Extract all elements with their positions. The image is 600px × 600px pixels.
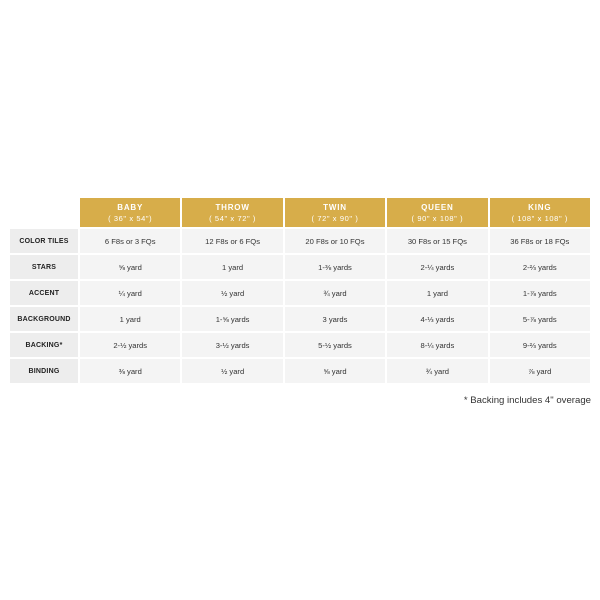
table-cell: 3 yards	[285, 307, 385, 331]
table-cell: ¾ yard	[285, 281, 385, 305]
size-dimensions: ( 90" x 108" )	[411, 213, 464, 223]
size-name: KING	[528, 202, 552, 212]
table-row-color-tiles	[10, 229, 590, 253]
table-row-accent	[10, 281, 590, 305]
size-name: TWIN	[323, 202, 347, 212]
table-cell: ⅜ yard	[80, 359, 180, 383]
row-label: BACKING*	[10, 333, 78, 357]
table-cell: 1 yard	[387, 281, 487, 305]
row-label: STARS	[10, 255, 78, 279]
table-cell: 3-½ yards	[182, 333, 282, 357]
table-cell: 2-½ yards	[80, 333, 180, 357]
size-dimensions: ( 108" x 108" )	[511, 213, 568, 223]
row-label: BINDING	[10, 359, 78, 383]
size-dimensions: ( 54" x 72" )	[209, 213, 257, 223]
size-header-baby	[80, 198, 180, 227]
table-cell: 12 F8s or 6 FQs	[182, 229, 282, 253]
table-cell: 9-⅔ yards	[490, 333, 590, 357]
size-header-queen	[387, 198, 487, 227]
table-cell: 6 F8s or 3 FQs	[80, 229, 180, 253]
table-cell: 36 F8s or 18 FQs	[490, 229, 590, 253]
table-cell: ¼ yard	[80, 281, 180, 305]
table-cell: ¾ yard	[387, 359, 487, 383]
table-cell: 30 F8s or 15 FQs	[387, 229, 487, 253]
table-cell: ⅝ yard	[285, 359, 385, 383]
backing-footnote: * Backing includes 4" overage	[463, 395, 591, 406]
table-cell: ⅞ yard	[490, 359, 590, 383]
table-cell: 1 yard	[182, 255, 282, 279]
table-row-backing	[10, 333, 590, 357]
size-name: BABY	[117, 202, 144, 212]
row-label: BACKGROUND	[10, 307, 78, 331]
size-header-king	[490, 198, 590, 227]
table-cell: 1-⅝ yards	[182, 307, 282, 331]
table-row-stars	[10, 255, 590, 279]
table-cell: 1 yard	[80, 307, 180, 331]
table-cell: 5-½ yards	[285, 333, 385, 357]
table-row-binding	[10, 359, 590, 383]
row-label: COLOR TILES	[10, 229, 78, 253]
table-cell: ½ yard	[182, 281, 282, 305]
table-cell: ⅝ yard	[80, 255, 180, 279]
table-cell: 2-¼ yards	[387, 255, 487, 279]
table-row-background	[10, 307, 590, 331]
table-cell: 5-⅞ yards	[490, 307, 590, 331]
table-cell: 1-⅞ yards	[490, 281, 590, 305]
table-cell: 2-⅔ yards	[490, 255, 590, 279]
table-cell: ½ yard	[182, 359, 282, 383]
size-dimensions: ( 72" x 90" )	[311, 213, 359, 223]
size-header-row	[10, 198, 590, 227]
size-name: QUEEN	[421, 202, 454, 212]
yardage-table	[8, 196, 592, 385]
table-cell: 8-¼ yards	[387, 333, 487, 357]
header-corner	[10, 198, 78, 227]
size-dimensions: ( 36" x 54")	[108, 213, 153, 223]
table-cell: 20 F8s or 10 FQs	[285, 229, 385, 253]
table-cell: 1-⅜ yards	[285, 255, 385, 279]
table-cell: 4-⅓ yards	[387, 307, 487, 331]
row-label: ACCENT	[10, 281, 78, 305]
size-name: THROW	[215, 202, 250, 212]
size-header-throw	[182, 198, 282, 227]
size-header-twin	[285, 198, 385, 227]
